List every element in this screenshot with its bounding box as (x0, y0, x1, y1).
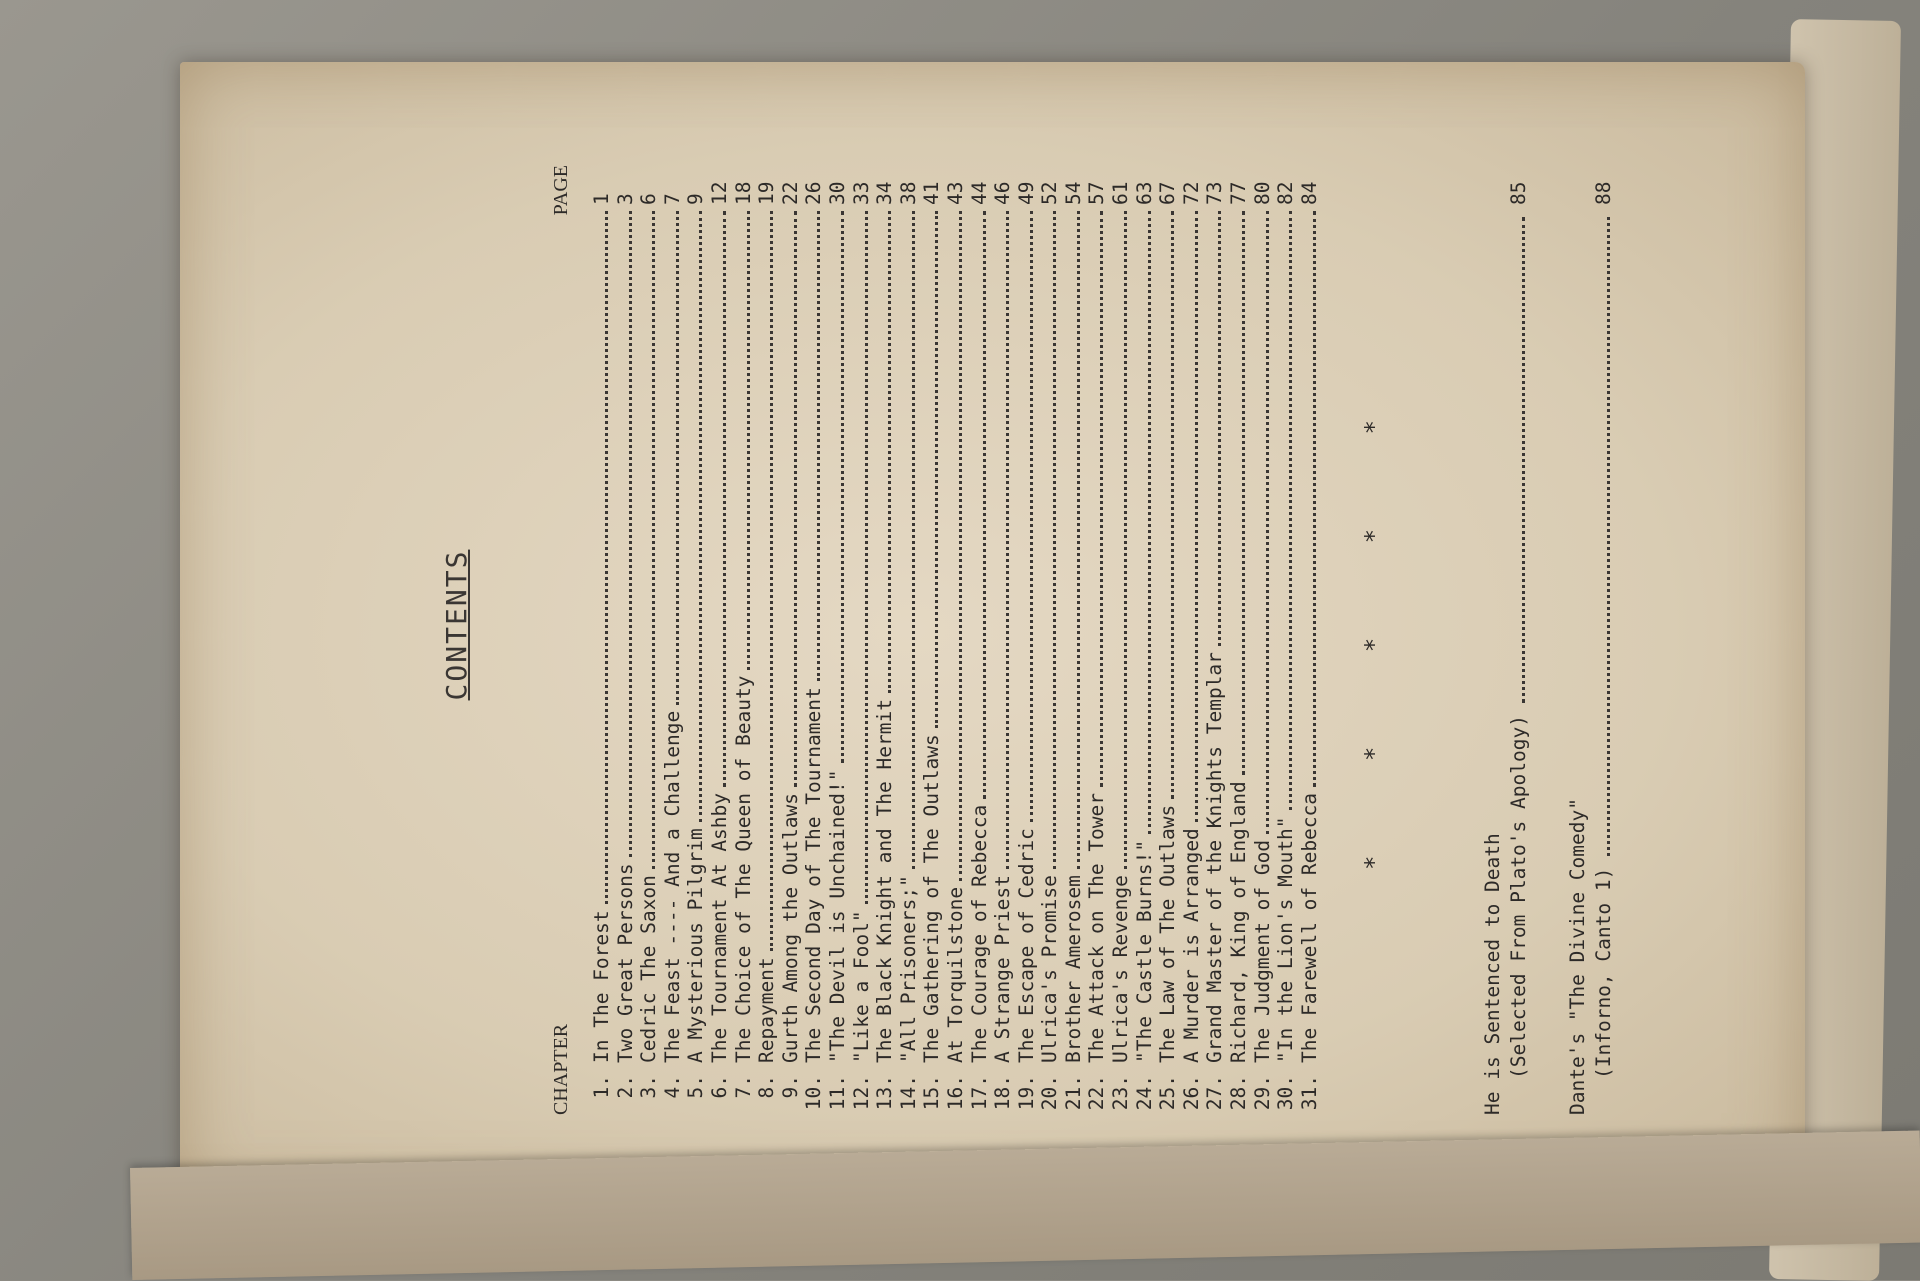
chapter-number: 24. (1132, 1075, 1156, 1111)
chapter-number: 5. (684, 1075, 708, 1099)
chapter-number: 8. (755, 1075, 779, 1099)
chapter-title: Ulrica's Revenge (1109, 875, 1133, 1063)
toc-row (732, 155, 756, 1115)
chapter-number: 29. (1250, 1075, 1274, 1111)
chapter-page-number: 67 (1156, 181, 1180, 205)
leader-dots (1195, 211, 1198, 822)
toc-row (708, 155, 732, 1115)
leader-dots (652, 211, 655, 869)
chapter-title: The Escape of Cedric (1014, 828, 1038, 1063)
leader-dots (817, 211, 820, 681)
chapter-page-number: 3 (613, 193, 637, 205)
toc-row (590, 155, 614, 1115)
leader-dots (1053, 211, 1056, 869)
toc-row (637, 155, 661, 1115)
chapter-number: 28. (1227, 1075, 1251, 1111)
chapter-title: Two Great Persons (613, 863, 637, 1063)
chapter-title: "The Castle Burns!" (1132, 839, 1156, 1063)
chapter-page-number: 30 (825, 181, 849, 205)
chapter-number: 17. (967, 1075, 991, 1111)
chapter-title: Grand Master of the Knights Templar (1203, 652, 1227, 1063)
toc-row (1038, 155, 1062, 1115)
leader-dots (794, 211, 797, 787)
chapter-page-number: 77 (1227, 181, 1251, 205)
leader-dots (888, 211, 891, 693)
contents-block (440, 135, 1710, 1115)
chapter-title: At Torquilstone (943, 886, 967, 1063)
extra-entry-2 (1565, 155, 1617, 1115)
chapter-page-number: 9 (684, 193, 708, 205)
chapter-page-number: 34 (873, 181, 897, 205)
leader-dots (1218, 211, 1221, 646)
leader-dots (1171, 211, 1174, 799)
chapter-page-number: 63 (1132, 181, 1156, 205)
toc-row (755, 155, 779, 1115)
chapter-page-number: 57 (1085, 181, 1109, 205)
chapter-title: A Mysterious Pilgrim (684, 828, 708, 1063)
leader-dots (1242, 211, 1245, 775)
chapter-page-number: 44 (967, 181, 991, 205)
chapter-number: 19. (1014, 1075, 1038, 1111)
toc-row (1180, 155, 1204, 1115)
page-title: CONTENTS (440, 549, 473, 701)
toc-row (1203, 155, 1227, 1115)
chapter-page-number: 26 (802, 181, 826, 205)
chapter-number: 14. (896, 1075, 920, 1111)
chapter-page-number: 46 (991, 181, 1015, 205)
extra-title: Dante's "The Divine Comedy" (1566, 798, 1589, 1115)
leader-dots (629, 211, 632, 857)
leader-dots (935, 211, 938, 728)
chapter-number: 18. (991, 1075, 1015, 1111)
leader-dots (1124, 211, 1127, 869)
chapter-number: 9. (778, 1075, 802, 1099)
chapter-number: 20. (1038, 1075, 1062, 1111)
chapter-title: The Law of The Outlaws (1156, 804, 1180, 1063)
leader-dots (1077, 211, 1080, 869)
toc-row (1298, 155, 1322, 1115)
toc-row (1274, 155, 1298, 1115)
toc-row (802, 155, 826, 1115)
leader-dots (959, 211, 962, 881)
toc-row (897, 155, 921, 1115)
chapter-number: 4. (660, 1075, 684, 1099)
chapter-title: In The Forest (590, 910, 613, 1063)
toc-row (1062, 155, 1086, 1115)
extra-title: He is Sentenced to Death (1481, 833, 1504, 1115)
chapter-title: The Feast ---- And a Challenge (660, 710, 684, 1063)
chapter-title: "In the Lion's Mouth" (1274, 816, 1298, 1063)
chapter-page-number: 52 (1038, 181, 1062, 205)
chapter-page-number: 38 (896, 181, 920, 205)
chapter-page-number: 1 (590, 193, 613, 205)
leader-dots (1100, 211, 1103, 787)
chapter-number: 13. (873, 1075, 897, 1111)
chapter-number: 3. (637, 1075, 661, 1099)
toc-row (1109, 155, 1133, 1115)
chapter-number: 6. (707, 1075, 731, 1099)
chapter-title: The Black Knight and The Hermit (873, 699, 897, 1063)
chapter-page-number: 22 (778, 181, 802, 205)
toc-row (850, 155, 874, 1115)
toc-row (991, 155, 1015, 1115)
chapter-title: Repayment (755, 957, 779, 1063)
chapter-page-number: 82 (1274, 181, 1298, 205)
chapter-page-number: 84 (1297, 181, 1321, 205)
leader-dots (1148, 211, 1151, 834)
chapter-title: The Courage of Rebecca (967, 804, 991, 1063)
chapter-number: 21. (1061, 1075, 1085, 1111)
leader-dots (1030, 211, 1033, 822)
chapter-page-number: 12 (707, 181, 731, 205)
chapter-title: The Choice of The Queen of Beauty (731, 675, 755, 1063)
leader-dots (676, 211, 679, 705)
toc-row (1156, 155, 1180, 1115)
toc-row (614, 155, 638, 1115)
chapter-heading: CHAPTER (550, 1023, 572, 1115)
leader-dots (699, 211, 702, 822)
chapter-page-number: 54 (1061, 181, 1085, 205)
chapter-title: Gurth Among the Outlaws (778, 792, 802, 1063)
chapter-page-number: 80 (1250, 181, 1274, 205)
chapter-page-number: 6 (637, 193, 661, 205)
chapter-title: Richard, King of England (1227, 781, 1251, 1063)
leader-dots (865, 211, 868, 904)
chapter-title: The Judgment of God (1250, 839, 1274, 1063)
chapter-number: 15. (920, 1075, 944, 1111)
chapter-page-number: 49 (1014, 181, 1038, 205)
chapter-number: 25. (1156, 1075, 1180, 1111)
chapter-title: Ulrica's Promise (1038, 875, 1062, 1063)
chapter-number: 16. (943, 1075, 967, 1111)
chapter-title: The Gathering of The Outlaws (920, 734, 944, 1063)
leader-dots (983, 211, 986, 799)
chapter-number: 11. (825, 1075, 849, 1111)
chapter-number: 27. (1203, 1075, 1227, 1111)
chapter-title: The Tournament At Ashby (707, 792, 731, 1063)
extra-subtitle: (Selected From Plato's Apology) (1507, 715, 1530, 1079)
chapter-number: 2. (613, 1075, 637, 1099)
leader-dots (1313, 211, 1316, 787)
chapter-number: 23. (1109, 1075, 1133, 1111)
chapter-page-number: 41 (920, 181, 944, 205)
leader-dots (1289, 211, 1292, 810)
toc-row (1085, 155, 1109, 1115)
chapter-page-number: 19 (755, 181, 779, 205)
toc-row (1015, 155, 1039, 1115)
chapter-title: Brother Amerosem (1061, 875, 1085, 1063)
leader-dots (912, 211, 915, 869)
chapter-number: 1. (590, 1075, 613, 1099)
toc-row (684, 155, 708, 1115)
chapter-page-number: 72 (1179, 181, 1203, 205)
extra-page-number: 88 (1592, 181, 1615, 205)
chapter-number: 7. (731, 1075, 755, 1099)
chapter-page-number: 33 (849, 181, 873, 205)
leader-dots (1006, 211, 1009, 869)
table-of-contents (590, 155, 1321, 1115)
chapter-number: 22. (1085, 1075, 1109, 1111)
chapter-number: 12. (849, 1075, 873, 1111)
chapter-title: A Murder is Arranged (1179, 828, 1203, 1063)
toc-row (968, 155, 992, 1115)
toc-row (779, 155, 803, 1115)
leader-dots (1522, 217, 1525, 703)
page-heading: PAGE (550, 165, 572, 216)
leader-dots (1607, 217, 1610, 856)
extra-subtitle: (Inforno, Canto 1) (1592, 867, 1615, 1079)
chapter-page-number: 18 (731, 181, 755, 205)
chapter-number: 26. (1179, 1075, 1203, 1111)
chapter-title: The Farewell of Rebecca (1297, 792, 1321, 1063)
chapter-title: The Second Day of The Tournament (802, 687, 826, 1063)
chapter-title: Cedric The Saxon (637, 875, 661, 1063)
chapter-number: 10. (802, 1075, 826, 1111)
chapter-title: The Attack on The Tower (1085, 792, 1109, 1063)
leader-dots (770, 211, 773, 951)
leader-dots (605, 211, 608, 904)
leader-dots (841, 211, 844, 764)
toc-row (920, 155, 944, 1115)
chapter-page-number: 7 (660, 193, 684, 205)
separator-stars: * * * * * (1360, 379, 1388, 871)
chapter-number: 31. (1297, 1075, 1321, 1111)
toc-row (1251, 155, 1275, 1115)
chapter-title: A Strange Priest (991, 875, 1015, 1063)
chapter-title: "The Devil is Unchained!" (825, 769, 849, 1063)
leader-dots (747, 211, 750, 670)
leader-dots (1266, 211, 1269, 834)
toc-row (1133, 155, 1157, 1115)
chapter-title: "Like a Fool" (849, 910, 873, 1063)
toc-row (1227, 155, 1251, 1115)
chapter-page-number: 61 (1109, 181, 1133, 205)
extra-entry-1 (1480, 155, 1532, 1115)
chapter-page-number: 43 (943, 181, 967, 205)
toc-row (826, 155, 850, 1115)
toc-row (661, 155, 685, 1115)
toc-row (873, 155, 897, 1115)
chapter-title: "All Prisoners;" (896, 875, 920, 1063)
extra-page-number: 85 (1507, 181, 1530, 205)
chapter-number: 30. (1274, 1075, 1298, 1111)
chapter-page-number: 73 (1203, 181, 1227, 205)
leader-dots (723, 211, 726, 787)
toc-row (944, 155, 968, 1115)
